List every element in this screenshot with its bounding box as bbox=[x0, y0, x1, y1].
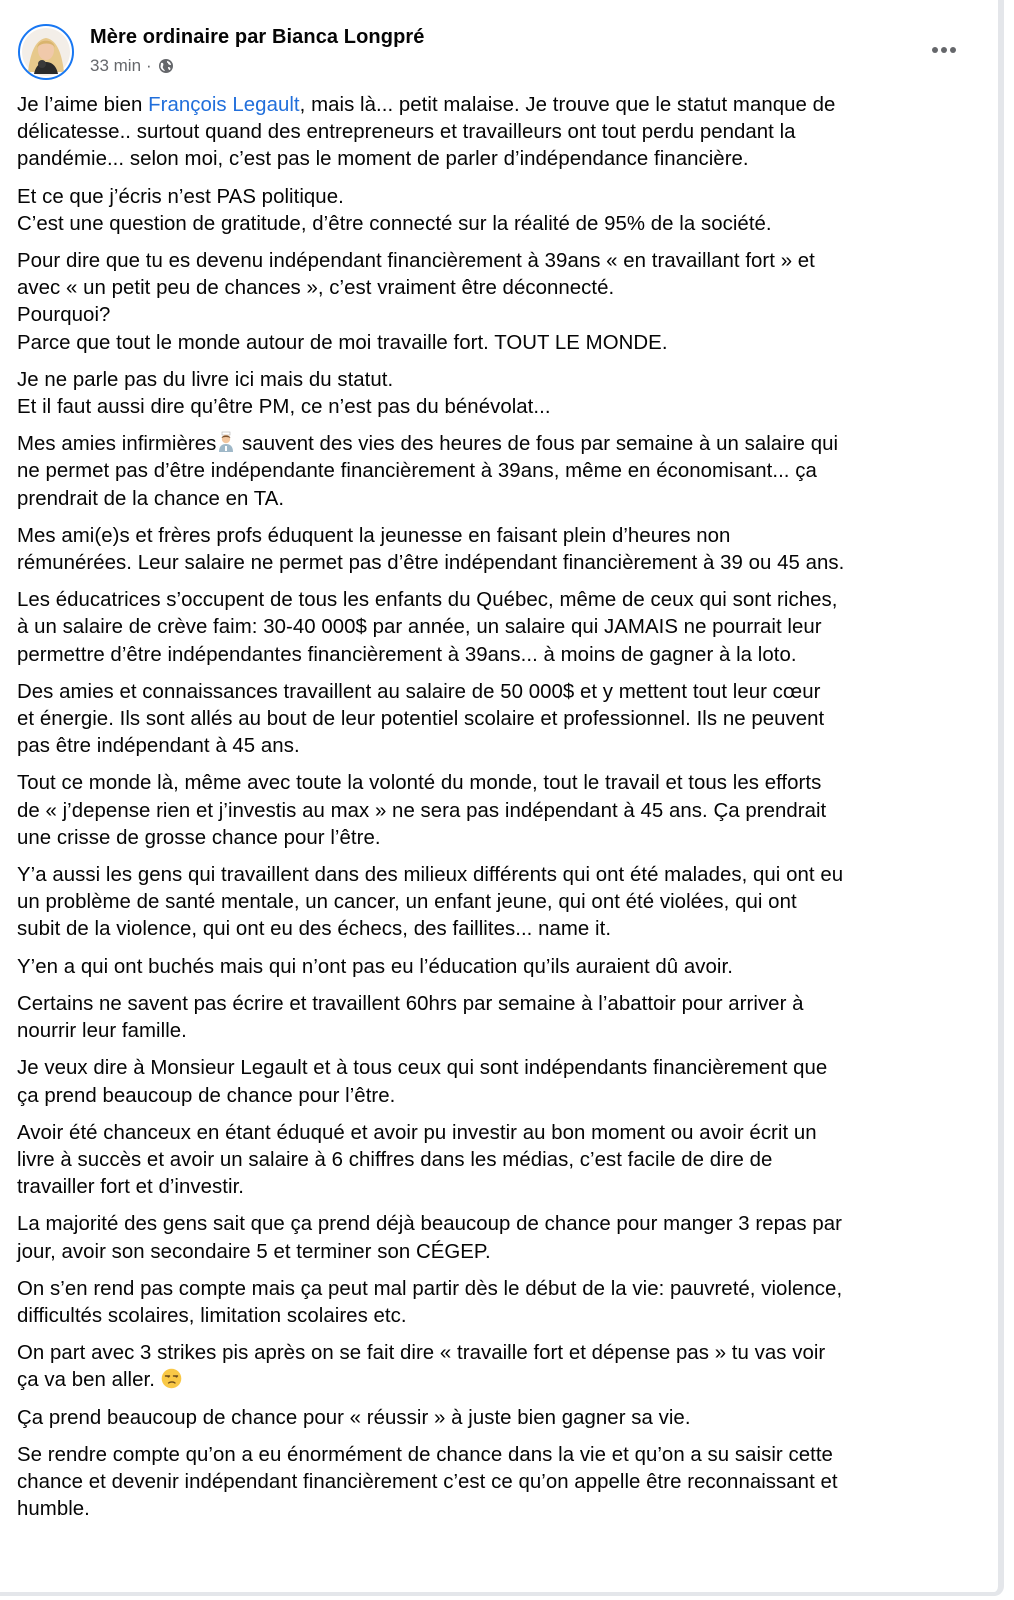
post-meta bbox=[90, 56, 174, 76]
text-line: de « j’depense rien et j’investis au max » ne sera pas indépendant à 45 ans. Ça prendrait bbox=[17, 799, 827, 822]
text-line: Tout ce monde là, même avec toute la volonté du monde, tout le travail et tous les efforts bbox=[17, 772, 822, 795]
paragraph-7 bbox=[17, 587, 977, 669]
text-line: Je veux dire à Monsieur Legault et à tous ceux qui sont indépendants financièrement que bbox=[17, 1057, 828, 1080]
text-line: délicatesse.. surtout quand des entrepreneurs et travailleurs ont tout perdu pendant la bbox=[17, 121, 796, 144]
paragraph-18 bbox=[17, 1405, 977, 1432]
text-segment: Mes amies infirmières bbox=[17, 433, 217, 456]
text-line: Avoir été chanceux en étant éduqué et avoir pu investir au bon moment ou avoir écrit un bbox=[17, 1121, 817, 1144]
text-line: Y’en a qui ont buchés mais qui n’ont pas eu l’éducation qu’ils auraient dû avoir. bbox=[17, 955, 733, 978]
text-line: Se rendre compte qu’on a eu énormément de chance dans la vie et qu’on a su saisir cette bbox=[17, 1443, 833, 1466]
text-line: On s’en rend pas compte mais ça peut mal partir dès le début de la vie: pauvreté, violence, bbox=[17, 1277, 843, 1300]
text-line: Et il faut aussi dire qu’être PM, ce n’est pas du bénévolat... bbox=[17, 396, 551, 419]
text-segment: ça va ben aller. bbox=[17, 1369, 161, 1392]
paragraph-2 bbox=[17, 184, 977, 238]
text-line: avec « un petit peu de chances », c’est vraiment être déconnecté. bbox=[17, 277, 615, 300]
text-line: rémunérées. Leur salaire ne permet pas d’être indépendant financièrement à 39 ou 45 ans. bbox=[17, 552, 845, 575]
text-line: Mes ami(e)s et frères profs éduquent la jeunesse en faisant plein d’heures non bbox=[17, 524, 731, 547]
paragraph-12 bbox=[17, 991, 977, 1045]
meta-separator: · bbox=[146, 56, 152, 75]
text-line: pandémie... selon moi, c’est pas le moment de parler d’indépendance financière. bbox=[17, 148, 749, 171]
globe-icon[interactable] bbox=[158, 58, 174, 74]
text-line: Pour dire que tu es devenu indépendant financièrement à 39ans « en travaillant fort » et bbox=[17, 250, 815, 273]
text-line: livre à succès et avoir un salaire à 6 chiffres dans les médias, c’est facile de dire de bbox=[17, 1148, 773, 1171]
nurse-emoji-icon bbox=[216, 431, 236, 453]
paragraph-16 bbox=[17, 1276, 977, 1330]
text-line: nourrir leur famille. bbox=[17, 1020, 187, 1043]
paragraph-5 bbox=[17, 431, 977, 513]
text-line: et énergie. Ils sont allés au bout de leur potentiel scolaire et professionnel. Ils ne peuvent bbox=[17, 708, 825, 731]
text-line: Les éducatrices s’occupent de tous les enfants du Québec, même de ceux qui sont riches, bbox=[17, 589, 838, 612]
text-line: humble. bbox=[17, 1498, 90, 1521]
text-line: Parce que tout le monde autour de moi travaille fort. TOUT LE MONDE. bbox=[17, 331, 668, 354]
paragraph-9 bbox=[17, 770, 977, 852]
paragraph-3 bbox=[17, 248, 977, 357]
paragraph-19 bbox=[17, 1442, 977, 1524]
text-line: chance et devenir indépendant financièrement c’est ce qu’on appelle être reconnaissant et bbox=[17, 1470, 838, 1493]
text-line bbox=[17, 1367, 977, 1394]
post-timestamp[interactable]: 33 min bbox=[90, 56, 142, 75]
text-line: Je ne parle pas du livre ici mais du statut. bbox=[17, 368, 394, 391]
paragraph-1 bbox=[17, 92, 977, 174]
unamused-face-emoji-icon bbox=[161, 1368, 182, 1389]
text-line: prendrait de la chance en TA. bbox=[17, 487, 285, 510]
text-line: un problème de santé mentale, un cancer, un enfant jeune, qui ont été violées, qui ont bbox=[17, 891, 797, 914]
text-line: une crisse de grosse chance pour l’être. bbox=[17, 826, 381, 849]
text-segment: sauvent des vies des heures de fous par semaine à un salaire qui bbox=[236, 433, 839, 456]
text-line bbox=[17, 431, 977, 458]
paragraph-15 bbox=[17, 1211, 977, 1265]
more-options-icon[interactable] bbox=[924, 32, 964, 68]
paragraph-17 bbox=[17, 1340, 977, 1394]
text-line: jour, avoir son secondaire 5 et terminer son CÉGEP. bbox=[17, 1240, 491, 1263]
text-line: Pourquoi? bbox=[17, 304, 111, 327]
paragraph-8 bbox=[17, 679, 977, 761]
text-segment: , mais là... petit malaise. Je trouve que le statut manque de bbox=[299, 94, 836, 116]
text-segment: Je l’aime bien bbox=[17, 94, 149, 116]
text-line: travailler fort et d’investir. bbox=[17, 1176, 245, 1199]
paragraph-6 bbox=[17, 523, 977, 577]
avatar-photo bbox=[20, 26, 72, 78]
text-line: ça prend beaucoup de chance pour l’être. bbox=[17, 1084, 396, 1107]
author-name[interactable]: Mère ordinaire par Bianca Longpré bbox=[90, 26, 425, 48]
text-line: permettre d’être indépendantes financièrement à 39ans... à moins de gagner à la loto. bbox=[17, 643, 797, 666]
text-line: La majorité des gens sait que ça prend déjà beaucoup de chance pour manger 3 repas par bbox=[17, 1213, 843, 1236]
text-line: C’est une question de gratitude, d’être connecté sur la réalité de 95% de la société. bbox=[17, 212, 772, 235]
text-line: à un salaire de crève faim: 30-40 000$ par année, un salaire qui JAMAIS ne pourrait leur bbox=[17, 616, 822, 639]
text-line: subit de la violence, qui ont eu des échecs, des faillites... name it. bbox=[17, 918, 612, 941]
text-line: Des amies et connaissances travaillent au salaire de 50 000$ et y mettent tout leur cœur bbox=[17, 680, 821, 703]
paragraph-4 bbox=[17, 367, 977, 421]
text-line: pas être indépendant à 45 ans. bbox=[17, 735, 300, 758]
text-line: ne permet pas d’être indépendante financièrement à 39ans, même en économisant... ça bbox=[17, 460, 817, 483]
text-line: Ça prend beaucoup de chance pour « réussir » à juste bien gagner sa vie. bbox=[17, 1406, 691, 1429]
paragraph-14 bbox=[17, 1120, 977, 1202]
text-line: Certains ne savent pas écrire et travaillent 60hrs par semaine à l’abattoir pour arriver à bbox=[17, 992, 804, 1015]
paragraph-11 bbox=[17, 954, 977, 981]
author-avatar[interactable] bbox=[18, 24, 74, 80]
text-line: Et ce que j’écris n’est PAS politique. bbox=[17, 185, 344, 208]
post-body bbox=[17, 92, 977, 1533]
text-line: difficultés scolaires, limitation scolaires etc. bbox=[17, 1304, 407, 1327]
paragraph-13 bbox=[17, 1055, 977, 1109]
text-line: Y’a aussi les gens qui travaillent dans des milieux différents qui ont été malades, qui ont eu bbox=[17, 864, 844, 887]
paragraph-10 bbox=[17, 862, 977, 944]
text-line bbox=[17, 92, 977, 119]
text-line: On part avec 3 strikes pis après on se fait dire « travaille fort et dépense pas » tu vas voir bbox=[17, 1342, 826, 1365]
mention-link[interactable]: François Legault bbox=[148, 94, 300, 116]
post-header bbox=[18, 22, 998, 82]
